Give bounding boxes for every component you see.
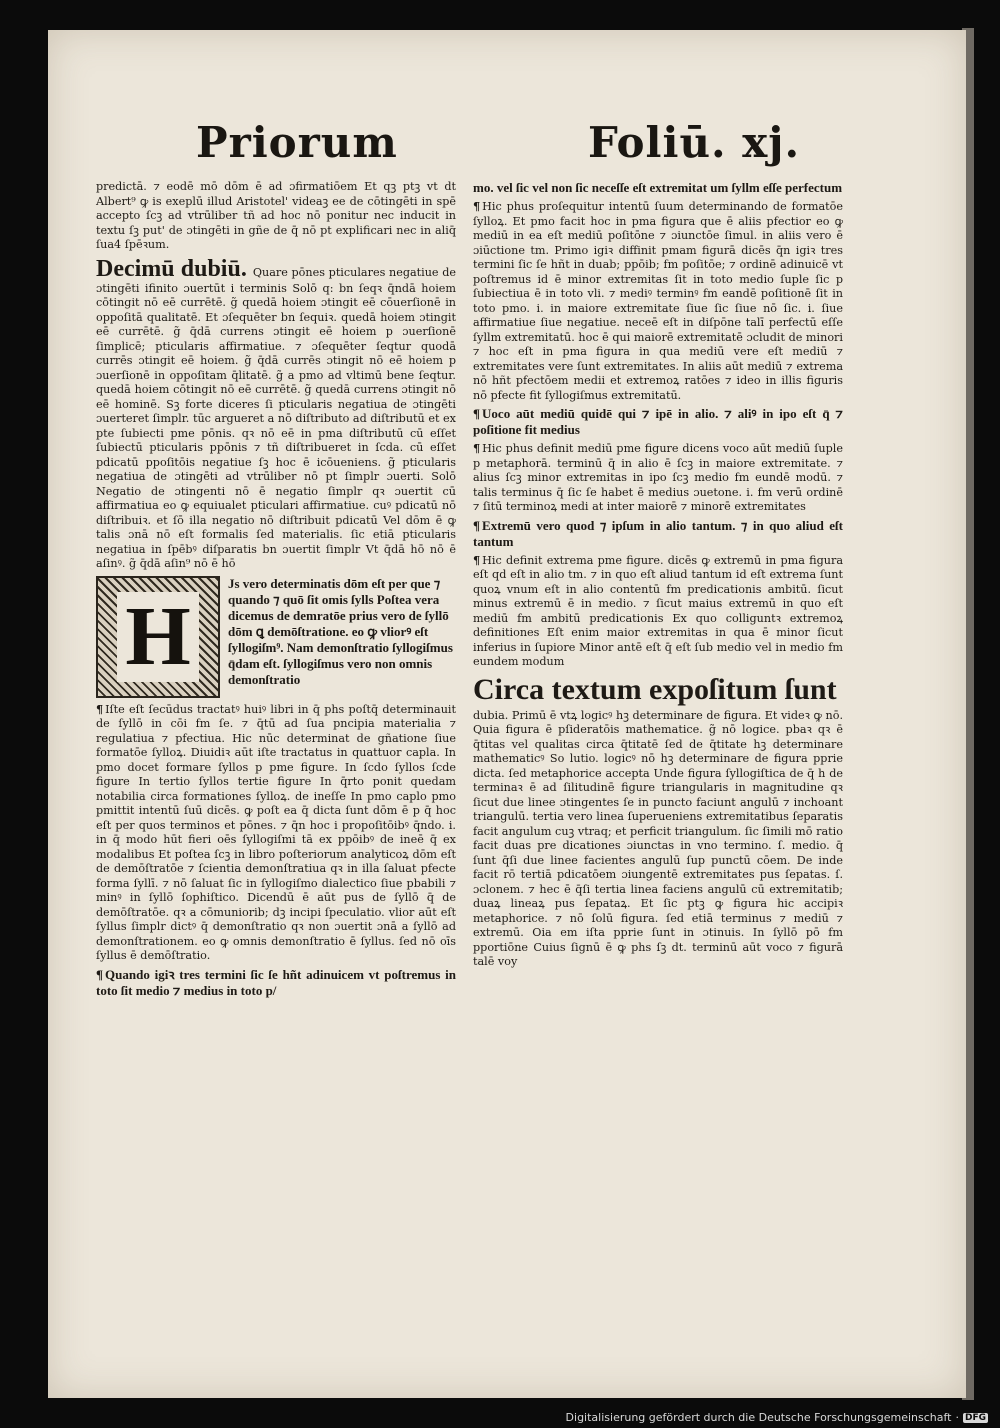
pilcrow-icon: ¶ xyxy=(96,966,104,982)
separator: · xyxy=(955,1411,959,1424)
paragraph xyxy=(473,441,843,515)
paragraph: predictā. ⁊ eodē mō dōm ē ad ɔfirmatiōem Et qꝫ ptꝫ vt dt Albert⁹ ꝙ is exeplū illud Aristotel' videaꝫ ee de cōtingēti in spē accepto ſcꝫ ad vtrūliber tñ ad hoc nō ponitur nec inducit in textu ſꝫ put' de ɔtingēti in gñe de q̄ nō pt explificari nec in aliq̄ ſua4 ſpēꝛum. xyxy=(96,180,456,251)
pilcrow-icon: ¶ xyxy=(473,199,481,213)
pilcrow-icon: ¶ xyxy=(473,406,481,421)
lemma: mo. vel ſic vel non ſic neceſſe eſt extremitat um ſyllm eſſe perfectum xyxy=(473,180,843,195)
paragraph-text: Hic definit extrema pme figure. dicēs ꝙ extremū in pma figura eſt qd eſt in alio tm. ⁊ in quo eſt aliud tantum id eſt extrema ſunt quoꝝ vnum eſt in alio contentū fm predicationis ambitū. ſicut minus extremū ē in medio. ⁊ ſicut maius extremū in quo eſt mediū fm ambitū predicationis Ex quo colliguntꝛ extremoꝝ definitiones Eſt enim maior extremitas in qua ē minor ſicut inferius in ſupiore Minor antē eſt q̄ eſt ſub medio vel in medio fm eundem modum xyxy=(473,553,843,668)
paragraph-text: Iſte eſt ſecūdus tractatꝰ huiꝰ libri in q̄ phs poſtq̄ determinauit de ſyllō in cōi fm ſe. ⁊ q̄tū ad ſua pncipia materialia ⁊ regulatiua ⁊ pfectiua. Hic nūc determinat de gñatione ſiue formatōe ſylloꝝ. Diuidiꝛ aūt iſte tractatus in quattuor capla. In pmo docet formare ſyllos p pme figure. In ſcdo ſyllos ſcde figure In tertio ſyllos tertie figure In q̄rto ponit quedam notabilia circa formationes ſylloꝝ. de ineſſe In pmo caplo pmo pmittit intentū ſuū dicēs. ꝙ poſt ea q̄ dicta ſunt dōm ē p q̄ hoc eſt per quos terminos et pōnes. ⁊ q̄n hoc i propoſitōibꝰ q̄ndo. i. in q̄ modo hūt fieri oēs ſyllogiſmi tā ex ppōibꝰ de ineē q̄ ex modalibus Et poſtea ſcꝫ in libro poſteriorum analyticoꝝ dōm eſt de demōſtratōe ⁊ ſcientia demonſtratiua qꝛ in illa ſaluat pfecte forma ſyllī. ⁊ nō ſaluat ſic in ſyllogiſmo dialectico ſiue pbabili ⁊ minꝰ in ſyllō ſophiſtico. Dicendū ē aūt pus de ſyllō q̄ de demōſtratōe. qꝛ a cōmuniorib; dꝫ incipi ſpeculatio. vlior aūt eſt ſyllus ſimplr dictꝰ q̄ demonſtratio qꝛ non ɔuertit ɔnā a ſyllō ad demonſtrationem. eo ꝙ omnis demonſtratio ē ſyllus. ſed nō oīs ſyllus ē demōſtratio. xyxy=(96,702,456,962)
section-heading: Decimū dubiū. xyxy=(96,255,247,282)
pilcrow-icon: ¶ xyxy=(473,517,481,533)
left-column xyxy=(96,180,456,1002)
header-right: Foliū. xj. xyxy=(588,118,801,167)
dfg-logo: DFG xyxy=(964,1412,986,1423)
header-left: Priorum xyxy=(196,118,398,167)
lemma-text: Quando igiꝛ tres termini ſic ſe hñt adinuicem vt poſtremus in toto ſit medio ⁊ medius in toto p/ xyxy=(96,966,456,998)
lemma xyxy=(473,518,843,550)
paragraph-text: Hic phus proſequitur intentū ſuum determinando de formatōe ſylloꝝ. Et pmo facit hoc in pma figura que ē aliis pfectior eo ꝙ mediū in ea eſt mediū poſitōne ⁊ ɔiunctōe ſimul. in aliis vero ē ɔiūctione tm. Primo igiꝛ diffinit pmam figurā dicēs q̄n igiꝛ tres termini ſic ſe hñt in duab; ppōib; fm poſitōe; ⁊ ordinē adinuicē vt poſtremus id ē minor extremitas ſit in toto medio ſuple ſic p ſubiectiua ē in toto vli. ⁊ mediꝰ terminꝰ fm eandē poſitionē ſit in toto pmo. i. in maiore extremitate ſiue ſic ſiue nō ſic. i. ſiue affirmatiue ſiue negatiue. neceē eſt in diſpōne talī perfectū eſſe ſyllm extremitatū. hoc ē qui maiorē extremitatē ɔcludit de minori ⁊ hoc eſt in pma figura in qua mediū vere eſt mediū ⁊ extremitates vere ſunt extremitates. In aliis aūt mediū ⁊ extrema nō hñt pfectōem medii et extremoꝝ ratōes ⁊ ideo in illis figuris nō pfecte fit ſyllogiſmus extremitatū. xyxy=(473,200,843,402)
paragraph xyxy=(96,256,456,572)
section-heading: Circa textum expoſitum ſunt xyxy=(473,672,837,706)
paragraph: dubia. Primū ē vtꝝ logicꝰ hꝫ determinare de figura. Et videꝛ ꝙ nō. Quia figura ē pſideratōis mathematice. g̃ nō logice. pbaꝛ qꝛ ē q̄titas vel qualitas circa q̄titatē ſed de q̄titate hꝫ determinare mathematicꝰ So lutio. logicꝰ nō hꝫ determinare de figura pprie dicta. ſed metaphorice accepta Unde figura ſyllogiſtica de q̄ h de terminaꝛ ē ad ſilitudinē figure triangularis in magnitudine qꝛ ſicut due linee ɔtingentes ſe in puncto faciunt angulū ⁊ inchoant triangulū. tertia vero linea ſuperueniens extremitatibus ſeparatis facit angulum cuꝫ vtraq; et perficit triangulum. ſic ſimili mō ratio facit duas pre dicationes ɔiunctas in vno termino. ſ. medio. q̄ ſunt q̄ſi due linee facientes angulū ſup punctū cōem. De inde facit rō tertiā pdicatōem ɔiungentē extremitates pus ſepatas. ſ. ɔclonem. ⁊ hec ē q̄ſi tertia linea faciens angulū cū extremitatib; duaꝝ lineaꝝ pus ſepataꝝ. Et ſic ptꝫ ꝙ figura hic accipiꝛ metaphorice. ⁊ nō ſolū figura. ſed etiā terminus ⁊ mediū ⁊ extremū. Oia em iſta pprie ſunt in ɔtinuis. In ſyllō pō fm pportiōne Cuius ſignū ē ꝙ phs ſꝫ dt. terminū aūt voco ⁊ figurā talē voy xyxy=(473,708,843,968)
digitization-footer xyxy=(566,1411,988,1424)
footer-text: Digitalisierung gefördert durch die Deutsche Forschungsgemeinschaft xyxy=(565,1411,952,1424)
pilcrow-icon: ¶ xyxy=(96,701,104,716)
paragraph-text: Hic phus definit mediū pme figure dicens voco aūt mediū ſuple p metaphorā. terminū q̄ in alio ē ſcꝫ in maiore extremitate. ⁊ alius ſcꝫ minor extremitas in ipo ſcꝫ medio fm eundē modū. ⁊ talis terminus q̄ ſic ſe habet ē medius ɔuetone. i. fm verū ordinē ⁊ ſitū terminoꝝ medi at inter maiorē ⁊ minorē extremitates xyxy=(473,442,843,513)
lemma xyxy=(473,406,843,438)
lemma xyxy=(96,967,456,999)
pilcrow-icon: ¶ xyxy=(473,441,481,455)
paragraph xyxy=(473,199,843,403)
initial-letter: H xyxy=(117,592,198,682)
book-page xyxy=(48,30,966,1398)
decorated-initial xyxy=(96,576,220,698)
decorated-initial-block xyxy=(96,576,456,698)
lemma-text: Uoco aūt mediū quidē qui ⁊ ipē in alio. ⁊ aliꝰ in ipo eſt q̄ ⁊ poſitione fit medius xyxy=(473,406,843,437)
lemma-text: Js vero determinatis dōm eſt per que ⁊ quando ⁊ quō ſit omis ſylls Poſtea vera dicemus de demratōe prius vero de ſyllō dōm ꝗ demōſtratione. eo ꝙ vliorꝰ eſt ſyllogiſm⁹. Nam demonſtratio ſyllogiſmus q̄dam eſt. ſyllogiſmus vero non omnis demonſtratio xyxy=(228,575,453,687)
lemma-text: Extremū vero quod ⁊ ipſum in alio tantum. ⁊ in quo aliud eſt tantum xyxy=(473,517,843,549)
paragraph xyxy=(473,553,843,670)
right-column xyxy=(473,180,843,973)
paragraph xyxy=(96,702,456,964)
pilcrow-icon: ¶ xyxy=(473,552,481,567)
paragraph-text: Quare pōnes pticulares negatiue de ɔtingēti ifinito ɔuertūt i terminis Solō q: bn ſeqꝛ q̄ndā hoiem cōtingit nō eē currētē. g̃ quedā hoiem ɔtingit eē cōuerſionē in oppoſitā qualitatē. Et ɔſequēter bn ſequiꝛ. quedā hoiem ɔtingit eē currētē. g̃ q̄dā currens ɔtingit eē hoiem p ɔuerſionē ſimplicē; pticularis affirmatiue. ⁊ ɔſequēter ſeqtur quodā currēs ɔtingit eē hoiem. g̃ q̄dā currēs ɔtingit nō eē hoiem p ɔuerſionē in oppoſitam q̄litatē. g̃ a pmo ad vltimū bene ſeqtur. quedā hoiem cōtingit nō eē currētē. g̃ quedā currens ɔtingit nō eē hominē. Sꝫ forte diceres ſi pticularis negatiua de ɔtingēti ɔuerteret ſimplr. tūc argueret a nō diſtributo ad diſtributū et ex pte ſubiecti pme pōnis. qꝛ nō eē in pma diſtributū cū eſſet ſubiectū pticularis ppōnis ⁊ tñ diſtribueret in ſcda. cū eſſet pdicatū ppoſitōis negatiue ſꝫ hoc ē icōueniens. g̃ pticularis negatiua de ɔtingēti ad vtrūliber nō pt ſimplr ɔuerti. Solō Negatio de ɔtingenti nō ē negatio ſimplr qꝛ ɔuertit cū affirmatiua eo ꝙ equiualet pticulari affirmatiue. cuꝰ pdicatū nō diſtribuiꝛ. et ſō illa negatio nō diſtribuit pdicatū Vel dōm ē ꝙ talis ɔnā nō eſt formalis ſed materialis. ſic etiā pticularis negatiua in ſpēbꝰ diſparatis bn ɔuertit ſimplr Vt q̄dā hō nō ē aſinꝰ. g̃ q̄dā aſin⁹ nō ē hō xyxy=(96,265,456,570)
